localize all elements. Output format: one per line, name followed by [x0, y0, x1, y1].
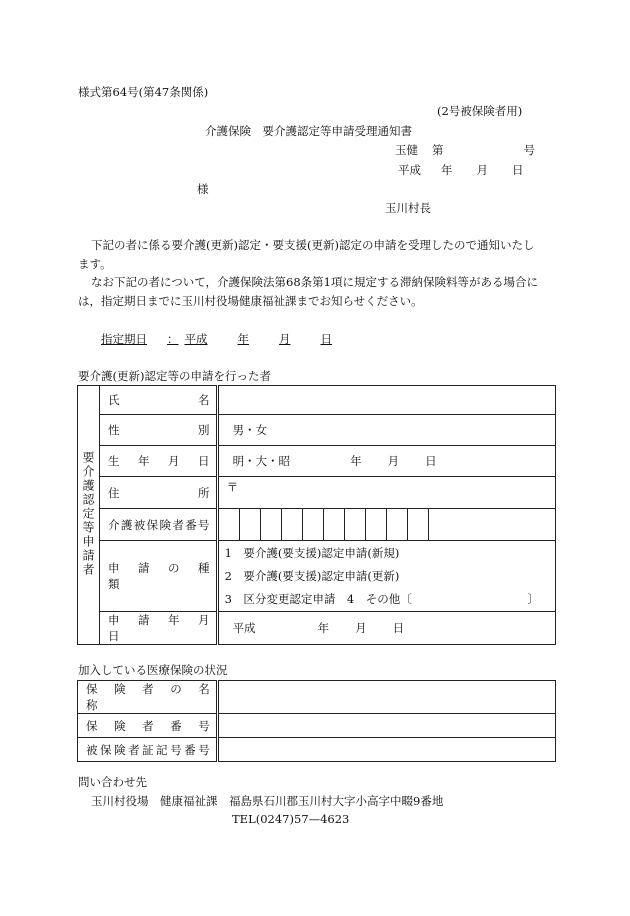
birth-month: 月: [387, 454, 400, 468]
insured-no-digit[interactable]: [345, 509, 366, 540]
issue-date: [398, 162, 524, 178]
insured-no-rest: [429, 509, 555, 540]
insured-no-digit[interactable]: [240, 509, 261, 540]
body-para1-line2: ます。: [78, 257, 112, 271]
app-date-field[interactable]: [217, 612, 555, 645]
address-label: 住 所: [99, 477, 217, 509]
insured-no-digit[interactable]: [261, 509, 282, 540]
deadline: [101, 331, 332, 347]
app-type-field: [217, 541, 555, 612]
insured-no-digit[interactable]: [387, 509, 408, 540]
table-row: [78, 386, 556, 415]
deadline-year: 年: [237, 332, 249, 346]
body-para2-line1: なお下記の者について，介護保険法第68条第1項に規定する滞納保険料等がある場合に: [91, 275, 538, 289]
insured-no-digit[interactable]: [282, 509, 303, 540]
insurer-name-field[interactable]: [217, 681, 555, 714]
contact-title: 問い合わせ先: [78, 775, 147, 789]
deadline-colon: ：: [167, 332, 179, 346]
table-row: [78, 681, 556, 714]
birth-label: 生 年 月 日: [99, 446, 217, 477]
sex-field[interactable]: 男・女: [217, 415, 555, 446]
app-type-close-bracket: 〕: [527, 591, 539, 606]
deadline-era: 平成: [184, 332, 208, 346]
name-field[interactable]: [217, 386, 555, 415]
table-row: [78, 738, 556, 762]
table-row: [78, 541, 556, 612]
table-row: [78, 714, 556, 738]
app-type-option-1[interactable]: 1 要介護(要支援)認定申請(新規): [224, 545, 400, 560]
insurer-name-label: 保 険 者 の 名 称: [78, 681, 218, 714]
deadline-label: 指定期日: [101, 332, 147, 346]
applicant-section-title: 要介護(更新)認定等の申請を行った者: [78, 369, 271, 383]
insured-no-digit[interactable]: [219, 509, 240, 540]
applicant-table: [77, 385, 556, 645]
deadline-month: 月: [279, 332, 291, 346]
page-title: 介護保険 要介護認定等申請受理通知書: [205, 124, 412, 138]
app-date-month: 月: [355, 621, 367, 635]
table-row: [78, 509, 556, 541]
doc-number: [395, 142, 535, 158]
insured-type: (2号被保険者用): [437, 104, 523, 118]
insured-no-field: [217, 509, 555, 541]
insurance-table: [77, 680, 556, 762]
issue-date-year: 年: [441, 163, 453, 177]
insured-no-digit[interactable]: [366, 509, 387, 540]
app-date-day: 日: [392, 621, 405, 635]
body-para1-line1: 下記の者に係る要介護(更新)認定・要支援(更新)認定の申請を受理したので通知いたし: [91, 238, 535, 252]
table-row: [78, 612, 556, 645]
table-row: [78, 446, 556, 477]
insurance-section-title: 加入している医療保険の状況: [78, 663, 228, 677]
contact-tel: TEL(0247)57—4623: [232, 812, 350, 826]
table-row: [78, 477, 556, 509]
addressee-sama: 様: [197, 182, 209, 196]
insured-no-label: 介護被保険者番号: [99, 509, 217, 541]
app-type-label: 申 請 の 種 類: [99, 541, 217, 612]
insured-no-digit[interactable]: [303, 509, 324, 540]
address-field[interactable]: 〒: [217, 477, 555, 509]
doc-number-go: 号: [523, 143, 535, 157]
insurer-number-label: 保 険 者 番 号: [78, 714, 218, 738]
doc-number-prefix: 玉健: [395, 143, 418, 157]
insured-card-field[interactable]: [217, 738, 555, 762]
deadline-day: 日: [320, 332, 332, 346]
table-row: [78, 415, 556, 446]
applicant-vertical-label: 要介護認定等申請者: [78, 386, 100, 645]
birth-eras: 明・大・昭: [232, 454, 291, 468]
issue-date-day: 日: [512, 163, 524, 177]
insurer-number-field[interactable]: [217, 714, 555, 738]
sex-label: 性 別: [99, 415, 217, 446]
birth-field[interactable]: [217, 446, 555, 477]
name-label: 氏 名: [99, 386, 217, 415]
issuer: 玉川村長: [385, 201, 431, 215]
insured-card-label: 被保険者証記号番号: [78, 738, 218, 762]
doc-number-dai: 第: [432, 143, 444, 157]
body-para2-line2: は，指定期日までに玉川村役場健康福祉課までお知らせください。: [78, 294, 423, 308]
form-number: 様式第64号(第47条関係): [78, 85, 209, 99]
insured-no-digit[interactable]: [324, 509, 345, 540]
insured-no-digit[interactable]: [408, 509, 429, 540]
issue-date-era: 平成: [398, 163, 421, 177]
app-type-option-2[interactable]: 2 要介護(要支援)認定申請(更新): [224, 568, 400, 583]
issue-date-month: 月: [476, 163, 488, 177]
contact-office: 玉川村役場 健康福祉課 福島県石川郡玉川村大字小高字中畷9番地: [91, 794, 444, 808]
app-date-label: 申 請 年 月 日: [99, 612, 217, 645]
birth-day: 日: [425, 454, 437, 468]
app-date-era: 平成: [232, 621, 256, 635]
app-type-option-3-4[interactable]: 3 区分変更認定申請 4 その他〔 〕: [219, 588, 555, 611]
birth-year: 年: [350, 454, 362, 468]
app-date-year: 年: [317, 621, 330, 635]
